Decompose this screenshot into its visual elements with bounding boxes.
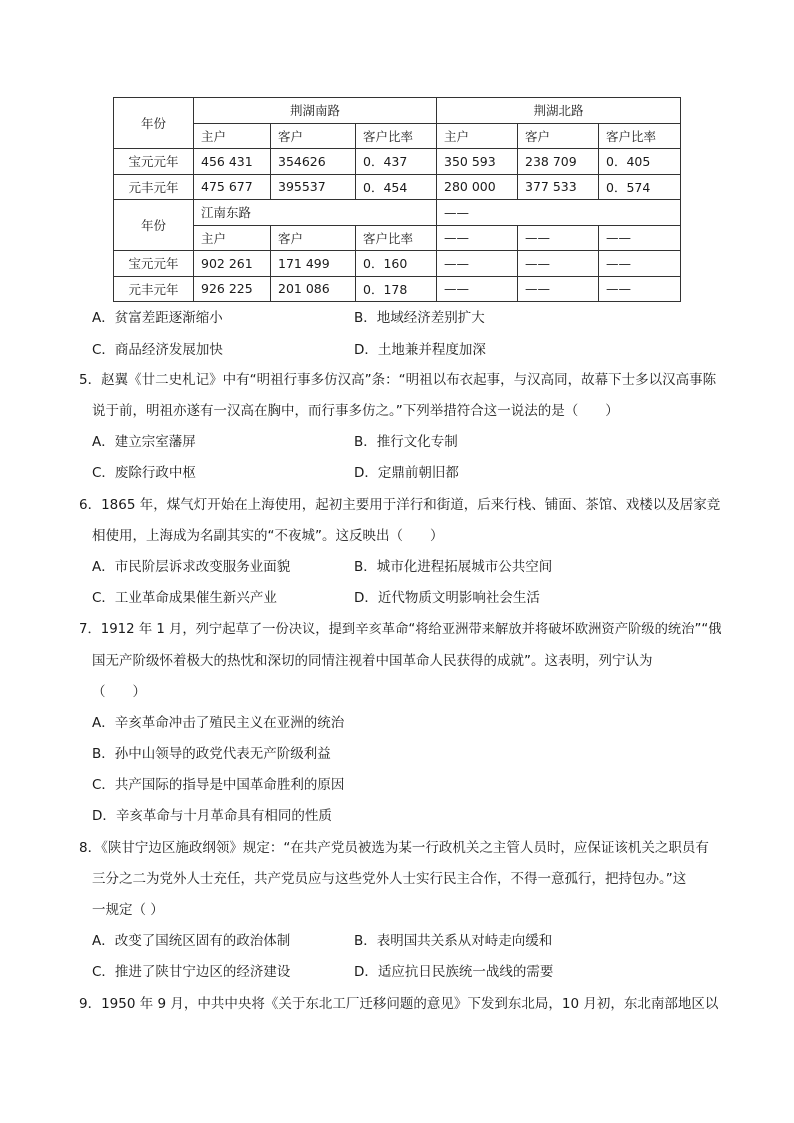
table-cell: 350 593 — [437, 149, 518, 175]
column-header: 客户比率 — [599, 123, 681, 149]
region-header: 荆湖南路 — [194, 98, 437, 124]
table-cell: —— — [599, 251, 681, 277]
table-cell: —— — [599, 225, 681, 251]
table-cell: 0．160 — [356, 251, 437, 277]
q6-stem-line: 6．1865 年，煤气灯开始在上海使用，起初主要用于洋行和街道，后来行栈、铺面、茶馆、戏楼以及居家竞 — [79, 497, 721, 513]
table-cell: 0．178 — [356, 276, 437, 302]
table-cell: 280 000 — [437, 174, 518, 200]
year-header: 年份 — [114, 200, 194, 251]
q8-option-b: B．表明国共关系从对峙走向缓和 — [354, 933, 553, 949]
q8-option-a: A．改变了国统区固有的政治体制 — [92, 933, 291, 949]
q8-option-c: C．推进了陕甘宁边区的经济建设 — [92, 964, 291, 980]
table-cell: —— — [437, 251, 518, 277]
q7-option-b: B．孙中山领导的政党代表无产阶级利益 — [92, 746, 331, 762]
table-cell: 902 261 — [194, 251, 271, 277]
region-header: 江南东路 — [194, 200, 437, 226]
q5-option-b: B．推行文化专制 — [354, 434, 458, 450]
year-cell: 宝元元年 — [114, 149, 194, 175]
column-header: 客户比率 — [356, 123, 437, 149]
year-cell: 元丰元年 — [114, 276, 194, 302]
q4-option-c: C．商品经济发展加快 — [92, 342, 223, 358]
region-header: 荆湖北路 — [437, 98, 681, 124]
q5-stem-line: 说于前，明祖亦遂有一汉高在胸中，而行事多仿之。”下列举措符合这一说法的是（ ） — [92, 403, 619, 419]
q6-option-d: D．近代物质文明影响社会生活 — [354, 590, 540, 606]
table-cell: 354626 — [271, 149, 356, 175]
table-cell: 238 709 — [518, 149, 599, 175]
column-header: 客户 — [271, 123, 356, 149]
q9-stem-line: 9．1950 年 9 月，中共中央将《关于东北工厂迁移问题的意见》下发到东北局，10 月初，东北南部地区以 — [79, 996, 719, 1012]
q7-option-c: C．共产国际的指导是中国革命胜利的原因 — [92, 777, 345, 793]
year-header: 年份 — [114, 98, 194, 149]
column-header: 主户 — [194, 123, 271, 149]
table-cell: —— — [599, 276, 681, 302]
table-cell: 395537 — [271, 174, 356, 200]
table-cell: 0．454 — [356, 174, 437, 200]
q4-option-b: B．地域经济差别扩大 — [354, 310, 485, 326]
q5-option-d: D．定鼎前朝旧都 — [354, 465, 459, 481]
q7-option-a: A．辛亥革命冲击了殖民主义在亚洲的统治 — [92, 715, 345, 731]
q4-option-d: D．土地兼并程度加深 — [354, 342, 486, 358]
q4-option-a: A．贫富差距逐渐缩小 — [92, 310, 223, 326]
household-table — [113, 97, 681, 302]
q6-option-a: A．市民阶层诉求改变服务业面貌 — [92, 559, 291, 575]
table-cell: 201 086 — [271, 276, 356, 302]
table-cell: 0．574 — [599, 174, 681, 200]
table-cell: —— — [437, 225, 518, 251]
table-row — [114, 276, 681, 302]
q6-option-c: C．工业革命成果催生新兴产业 — [92, 590, 277, 606]
q8-stem-line: 一规定（ ） — [92, 902, 164, 918]
q8-stem-line: 三分之二为党外人士充任，共产党员应与这些党外人士实行民主合作，不得一意孤行，把持包办。”这 — [92, 871, 687, 887]
table-cell: 926 225 — [194, 276, 271, 302]
table-row — [114, 225, 681, 251]
column-header: 客户 — [518, 123, 599, 149]
table-row — [114, 251, 681, 277]
year-cell: 元丰元年 — [114, 174, 194, 200]
table-cell: —— — [518, 225, 599, 251]
table-cell: —— — [518, 276, 599, 302]
q8-stem-line: 8．《陕甘宁边区施政纲领》规定：“在共产党员被选为某一行政机关之主管人员时，应保证该机关之职员有 — [79, 840, 709, 856]
table-cell: 0．405 — [599, 149, 681, 175]
table-cell: 0．437 — [356, 149, 437, 175]
table-cell: 475 677 — [194, 174, 271, 200]
q6-option-b: B．城市化进程拓展城市公共空间 — [354, 559, 553, 575]
q8-option-d: D．适应抗日民族统一战线的需要 — [354, 964, 554, 980]
table-cell: —— — [437, 276, 518, 302]
q7-option-d: D．辛亥革命与十月革命具有相同的性质 — [92, 808, 332, 824]
table-row — [114, 149, 681, 175]
q5-stem-line: 5．赵翼《廿二史札记》中有“明祖行事多仿汉高”条：“明祖以布衣起事，与汉高同，故幕下士多以汉高事陈 — [79, 372, 717, 388]
table-cell: 171 499 — [271, 251, 356, 277]
column-header: 客户 — [271, 225, 356, 251]
table-cell: 456 431 — [194, 149, 271, 175]
table-row — [114, 98, 681, 124]
column-header: 主户 — [437, 123, 518, 149]
column-header: 主户 — [194, 225, 271, 251]
table-row — [114, 174, 681, 200]
year-cell: 宝元元年 — [114, 251, 194, 277]
q7-stem-line: 7．1912 年 1 月，列宁起草了一份决议，提到辛亥革命“将给亚洲带来解放并将破坏欧洲资产阶级的统治”“俄 — [79, 622, 722, 637]
table-cell: —— — [518, 251, 599, 277]
table-row — [114, 200, 681, 226]
q5-option-a: A．建立宗室藩屏 — [92, 434, 196, 450]
q7-stem-line: 国无产阶级怀着极大的热忱和深切的同情注视着中国革命人民获得的成就”。这表明，列宁认为 — [92, 653, 653, 669]
table-row — [114, 123, 681, 149]
column-header: 客户比率 — [356, 225, 437, 251]
table-cell: 377 533 — [518, 174, 599, 200]
q7-stem-line: （ ） — [92, 684, 146, 700]
region-header: —— — [437, 200, 681, 226]
q6-stem-line: 相使用，上海成为名副其实的“不夜城”。这反映出（ ） — [92, 528, 444, 544]
q5-option-c: C．废除行政中枢 — [92, 465, 196, 481]
